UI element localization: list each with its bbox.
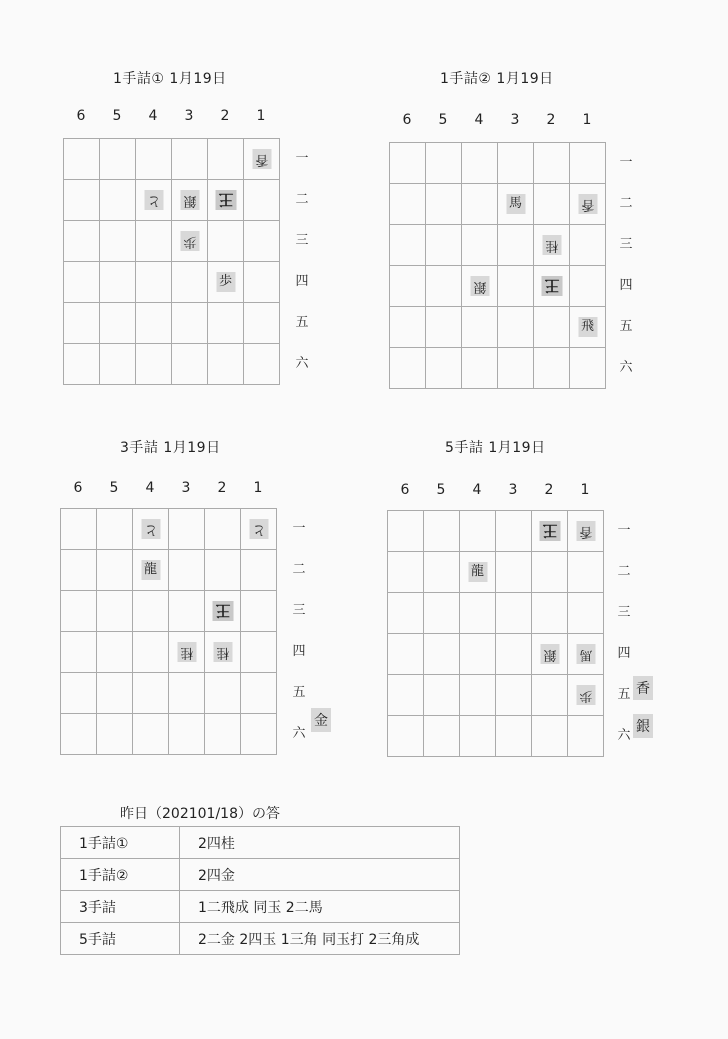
board-square <box>390 184 426 225</box>
row-number: 四 <box>295 274 309 289</box>
board-square <box>244 139 280 180</box>
piece-in-hand: 金 <box>311 708 331 732</box>
board-square <box>205 509 241 550</box>
board-square <box>388 511 424 552</box>
board-square <box>241 714 277 755</box>
column-numbers <box>389 112 605 128</box>
answer-row <box>61 859 460 891</box>
board-square <box>136 180 172 221</box>
board-square <box>460 552 496 593</box>
row-number: 五 <box>295 315 309 330</box>
column-numbers <box>63 108 279 124</box>
board-square <box>426 266 462 307</box>
board-square <box>136 139 172 180</box>
board-square <box>61 591 97 632</box>
board-square <box>534 348 570 389</box>
board-square <box>97 714 133 755</box>
board-square <box>532 593 568 634</box>
board-square <box>532 716 568 757</box>
board-square <box>208 180 244 221</box>
board-square <box>208 344 244 385</box>
board-square <box>136 221 172 262</box>
shogi-piece: 王 <box>212 601 233 621</box>
column-number: 6 <box>76 108 86 124</box>
board-square <box>61 714 97 755</box>
board-square <box>172 221 208 262</box>
column-number: 3 <box>181 480 191 496</box>
answer-moves: 2二金 2四玉 1三角 同玉打 2三角成 <box>180 923 460 955</box>
board-square <box>244 344 280 385</box>
board-square <box>208 303 244 344</box>
board-square <box>133 550 169 591</box>
board-square <box>534 266 570 307</box>
shogi-piece: 王 <box>541 276 562 296</box>
row-numbers <box>614 510 634 756</box>
board-square <box>390 348 426 389</box>
board-square <box>570 348 606 389</box>
board-square <box>172 303 208 344</box>
row-number: 四 <box>617 646 631 661</box>
board-square <box>241 550 277 591</box>
column-number: 2 <box>546 112 556 128</box>
board-square <box>64 221 100 262</box>
board-square <box>390 266 426 307</box>
board-square <box>241 591 277 632</box>
board-square <box>205 714 241 755</box>
board-square <box>172 180 208 221</box>
board-square <box>426 225 462 266</box>
board-square <box>244 221 280 262</box>
answer-moves: 1二飛成 同玉 2二馬 <box>180 891 460 923</box>
shogi-board <box>387 510 604 757</box>
board-square <box>424 675 460 716</box>
row-number: 三 <box>295 233 309 248</box>
board-square <box>241 632 277 673</box>
board-square <box>532 511 568 552</box>
shogi-piece: 龍 <box>141 560 160 580</box>
column-number: 1 <box>580 482 590 498</box>
column-number: 3 <box>510 112 520 128</box>
board-square <box>208 262 244 303</box>
board-square <box>568 634 604 675</box>
board-square <box>61 550 97 591</box>
board-square <box>133 673 169 714</box>
answer-row <box>61 891 460 923</box>
board-square <box>100 344 136 385</box>
board-square <box>100 139 136 180</box>
board-square <box>462 266 498 307</box>
shogi-piece: と <box>141 519 160 539</box>
shogi-piece: 飛 <box>578 317 597 337</box>
board-square <box>244 262 280 303</box>
board-square <box>462 307 498 348</box>
column-number: 1 <box>256 108 266 124</box>
shogi-piece: 桂 <box>177 642 196 662</box>
board-square <box>97 509 133 550</box>
column-number: 2 <box>544 482 554 498</box>
row-number: 六 <box>619 360 633 375</box>
shogi-piece: 王 <box>539 521 560 541</box>
shogi-piece: 歩 <box>216 272 235 292</box>
shogi-board <box>389 142 606 389</box>
shogi-piece: 桂 <box>542 235 561 255</box>
board-square <box>460 593 496 634</box>
column-number: 1 <box>582 112 592 128</box>
board-square <box>534 225 570 266</box>
puzzle-title: 1手詰② 1月19日 <box>440 71 554 87</box>
board-square <box>390 143 426 184</box>
board-square <box>462 348 498 389</box>
column-number: 5 <box>438 112 448 128</box>
shogi-piece: 馬 <box>576 644 595 664</box>
board-square <box>205 632 241 673</box>
board-square <box>498 143 534 184</box>
board-square <box>462 184 498 225</box>
board-square <box>100 221 136 262</box>
column-number: 6 <box>73 480 83 496</box>
board-square <box>241 673 277 714</box>
board-square <box>568 675 604 716</box>
answer-label: 1手詰② <box>61 859 180 891</box>
board-square <box>388 716 424 757</box>
board-square <box>424 716 460 757</box>
answer-row <box>61 827 460 859</box>
board-square <box>496 716 532 757</box>
column-number: 4 <box>474 112 484 128</box>
board-square <box>61 673 97 714</box>
shogi-piece: 桂 <box>213 642 232 662</box>
board-square <box>169 509 205 550</box>
board-square <box>97 591 133 632</box>
board-square <box>570 266 606 307</box>
board-square <box>97 632 133 673</box>
board-square <box>97 673 133 714</box>
puzzle-title: 1手詰① 1月19日 <box>113 71 227 87</box>
answer-row <box>61 923 460 955</box>
row-number: 六 <box>617 728 631 743</box>
shogi-piece: 銀 <box>180 190 199 210</box>
column-number: 6 <box>400 482 410 498</box>
row-number: 一 <box>619 155 633 170</box>
board-square <box>424 593 460 634</box>
row-number: 一 <box>292 521 306 536</box>
column-number: 2 <box>217 480 227 496</box>
shogi-piece: 歩 <box>180 231 199 251</box>
board-square <box>496 552 532 593</box>
row-number: 二 <box>295 192 309 207</box>
puzzle-title: 3手詰 1月19日 <box>120 440 221 456</box>
board-square <box>64 180 100 221</box>
board-square <box>205 550 241 591</box>
board-square <box>498 225 534 266</box>
row-number: 五 <box>617 687 631 702</box>
column-number: 6 <box>402 112 412 128</box>
row-number: 三 <box>617 605 631 620</box>
answer-moves: 2四金 <box>180 859 460 891</box>
row-number: 二 <box>292 562 306 577</box>
row-numbers <box>616 142 636 388</box>
board-square <box>388 593 424 634</box>
board-square <box>568 716 604 757</box>
answers-table <box>60 826 460 955</box>
board-square <box>496 593 532 634</box>
board-square <box>169 673 205 714</box>
answer-label: 3手詰 <box>61 891 180 923</box>
board-square <box>460 634 496 675</box>
board-square <box>424 511 460 552</box>
puzzle-title: 5手詰 1月19日 <box>445 440 546 456</box>
board-square <box>426 184 462 225</box>
piece-in-hand: 銀 <box>633 714 653 738</box>
row-numbers <box>289 508 309 754</box>
board-square <box>390 307 426 348</box>
board-square <box>100 180 136 221</box>
shogi-board <box>60 508 277 755</box>
board-square <box>169 591 205 632</box>
row-number: 三 <box>619 237 633 252</box>
board-square <box>426 307 462 348</box>
board-square <box>169 632 205 673</box>
board-square <box>570 143 606 184</box>
board-square <box>208 139 244 180</box>
board-square <box>532 552 568 593</box>
board-square <box>460 675 496 716</box>
board-square <box>534 307 570 348</box>
board-square <box>136 344 172 385</box>
column-number: 5 <box>436 482 446 498</box>
row-number: 一 <box>295 151 309 166</box>
board-square <box>534 184 570 225</box>
shogi-piece: 銀 <box>540 644 559 664</box>
board-square <box>496 675 532 716</box>
board-square <box>136 303 172 344</box>
shogi-piece: と <box>249 519 268 539</box>
column-number: 5 <box>109 480 119 496</box>
row-number: 二 <box>617 564 631 579</box>
board-square <box>570 307 606 348</box>
shogi-piece: 王 <box>215 190 236 210</box>
board-square <box>205 591 241 632</box>
board-square <box>97 550 133 591</box>
board-square <box>64 344 100 385</box>
answer-label: 1手詰① <box>61 827 180 859</box>
board-square <box>64 262 100 303</box>
board-square <box>61 509 97 550</box>
board-square <box>169 714 205 755</box>
shogi-piece: 香 <box>578 194 597 214</box>
row-number: 六 <box>295 356 309 371</box>
board-square <box>568 511 604 552</box>
board-square <box>460 511 496 552</box>
row-number: 二 <box>619 196 633 211</box>
board-square <box>534 143 570 184</box>
row-number: 三 <box>292 603 306 618</box>
board-square <box>462 143 498 184</box>
board-square <box>100 262 136 303</box>
answer-moves: 2四桂 <box>180 827 460 859</box>
row-number: 六 <box>292 726 306 741</box>
board-square <box>244 303 280 344</box>
board-square <box>462 225 498 266</box>
board-square <box>208 221 244 262</box>
shogi-piece: 歩 <box>576 685 595 705</box>
board-square <box>568 552 604 593</box>
shogi-piece: 馬 <box>506 194 525 214</box>
board-square <box>169 550 205 591</box>
row-number: 四 <box>619 278 633 293</box>
board-square <box>568 593 604 634</box>
row-numbers <box>292 138 312 384</box>
column-number: 3 <box>508 482 518 498</box>
board-square <box>424 552 460 593</box>
board-square <box>498 307 534 348</box>
board-square <box>136 262 172 303</box>
board-square <box>426 348 462 389</box>
column-number: 1 <box>253 480 263 496</box>
column-number: 5 <box>112 108 122 124</box>
board-square <box>133 632 169 673</box>
shogi-piece: 銀 <box>470 276 489 296</box>
board-square <box>244 180 280 221</box>
board-square <box>64 139 100 180</box>
column-number: 2 <box>220 108 230 124</box>
answers-title: 昨日（202101/18）の答 <box>120 806 280 822</box>
board-square <box>424 634 460 675</box>
board-square <box>498 184 534 225</box>
board-square <box>426 143 462 184</box>
column-number: 4 <box>148 108 158 124</box>
shogi-piece: 香 <box>576 521 595 541</box>
board-square <box>498 348 534 389</box>
row-number: 五 <box>292 685 306 700</box>
board-square <box>133 591 169 632</box>
board-square <box>570 225 606 266</box>
answer-label: 5手詰 <box>61 923 180 955</box>
board-square <box>205 673 241 714</box>
row-number: 一 <box>617 523 631 538</box>
board-square <box>241 509 277 550</box>
board-square <box>64 303 100 344</box>
board-square <box>172 344 208 385</box>
column-number: 3 <box>184 108 194 124</box>
board-square <box>496 511 532 552</box>
board-square <box>61 632 97 673</box>
shogi-piece: 龍 <box>468 562 487 582</box>
row-number: 四 <box>292 644 306 659</box>
piece-in-hand: 香 <box>633 676 653 700</box>
shogi-piece: と <box>144 190 163 210</box>
column-numbers <box>387 482 603 498</box>
board-square <box>496 634 532 675</box>
board-square <box>498 266 534 307</box>
board-square <box>390 225 426 266</box>
board-square <box>388 552 424 593</box>
column-number: 4 <box>472 482 482 498</box>
board-square <box>460 716 496 757</box>
board-square <box>172 139 208 180</box>
column-number: 4 <box>145 480 155 496</box>
board-square <box>388 675 424 716</box>
board-square <box>532 675 568 716</box>
board-square <box>172 262 208 303</box>
board-square <box>570 184 606 225</box>
board-square <box>100 303 136 344</box>
board-square <box>133 714 169 755</box>
board-square <box>388 634 424 675</box>
shogi-piece: 香 <box>252 149 271 169</box>
column-numbers <box>60 480 276 496</box>
board-square <box>532 634 568 675</box>
board-square <box>133 509 169 550</box>
shogi-board <box>63 138 280 385</box>
row-number: 五 <box>619 319 633 334</box>
